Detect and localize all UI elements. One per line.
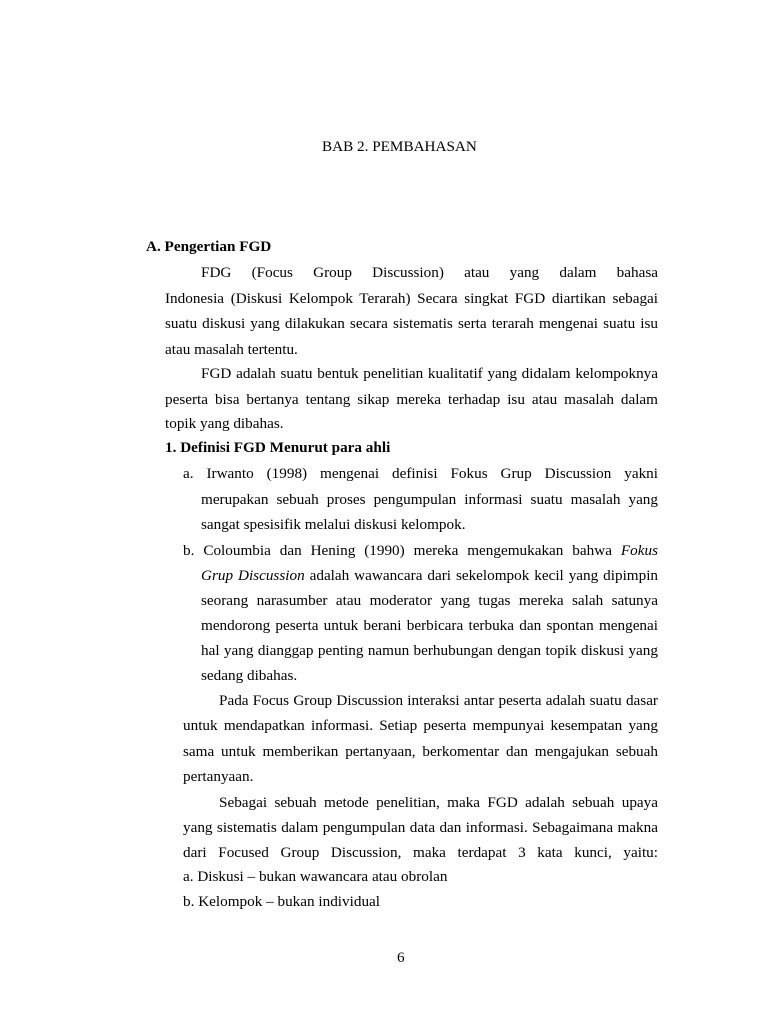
list-item-line: mendorong peserta untuk berani berbicara terbuka dan spontan mengenai [201, 617, 658, 634]
list-item-line: a. Irwanto (1998) mengenai definisi Fokus Grup Discussion yakni [183, 465, 658, 482]
paragraph-line: suatu diskusi yang dilakukan secara sistematis serta terarah mengenai suatu isu [165, 315, 658, 332]
paragraph-line: b. Kelompok – bukan individual [183, 893, 380, 910]
paragraph-line: Sebagai sebuah metode penelitian, maka FGD adalah sebuah upaya [219, 794, 658, 811]
paragraph-line: Indonesia (Diskusi Kelompok Terarah) Secara singkat FGD diartikan sebagai [165, 290, 658, 307]
paragraph-line: sama untuk memberikan pertanyaan, berkomentar dan mengajukan sebuah [183, 743, 658, 760]
list-item-line: merupakan sebuah proses pengumpulan informasi suatu masalah yang [201, 491, 658, 508]
paragraph-line: a. Diskusi – bukan wawancara atau obrolan [183, 868, 448, 885]
paragraph-line: untuk mendapatkan informasi. Setiap peserta mempunyai kesempatan yang [183, 717, 658, 734]
list-item-line: b. Coloumbia dan Hening (1990) mereka mengemukakan bahwa Fokus [183, 542, 658, 559]
section-heading: A. Pengertian FGD [146, 238, 272, 255]
paragraph-line: FDG (Focus Group Discussion) atau yang dalam bahasa [201, 264, 658, 281]
paragraph-line: dari Focused Group Discussion, maka terdapat 3 kata kunci, yaitu: [183, 844, 658, 861]
list-item-line: sedang dibahas. [201, 667, 298, 684]
list-item-line: hal yang dianggap penting namun berhubungan dengan topik diskusi yang [201, 642, 658, 659]
paragraph-line: Pada Focus Group Discussion interaksi antar peserta adalah suatu dasar [219, 692, 658, 709]
list-item-line: seorang narasumber atau moderator yang tugas mereka salah satunya [201, 592, 658, 609]
page-number: 6 [397, 949, 405, 966]
paragraph-line: yang sistematis dalam pengumpulan data dan informasi. Sebagaimana makna [183, 819, 658, 836]
paragraph-line: pertanyaan. [183, 768, 254, 785]
paragraph-line: peserta bisa bertanya tentang sikap mereka terhadap isu atau masalah dalam [165, 391, 658, 408]
chapter-title: BAB 2. PEMBAHASAN [322, 138, 477, 155]
list-item-line: Grup Discussion adalah wawancara dari sekelompok kecil yang dipimpin [201, 567, 659, 584]
paragraph-line: atau masalah tertentu. [165, 341, 298, 358]
list-item-line: sangat spesisifik melalui diskusi kelompok. [201, 516, 466, 533]
subsection-heading: 1. Definisi FGD Menurut para ahli [165, 439, 391, 456]
paragraph-line: topik yang dibahas. [165, 415, 284, 432]
paragraph-line: FGD adalah suatu bentuk penelitian kualitatif yang didalam kelompoknya [201, 365, 658, 382]
